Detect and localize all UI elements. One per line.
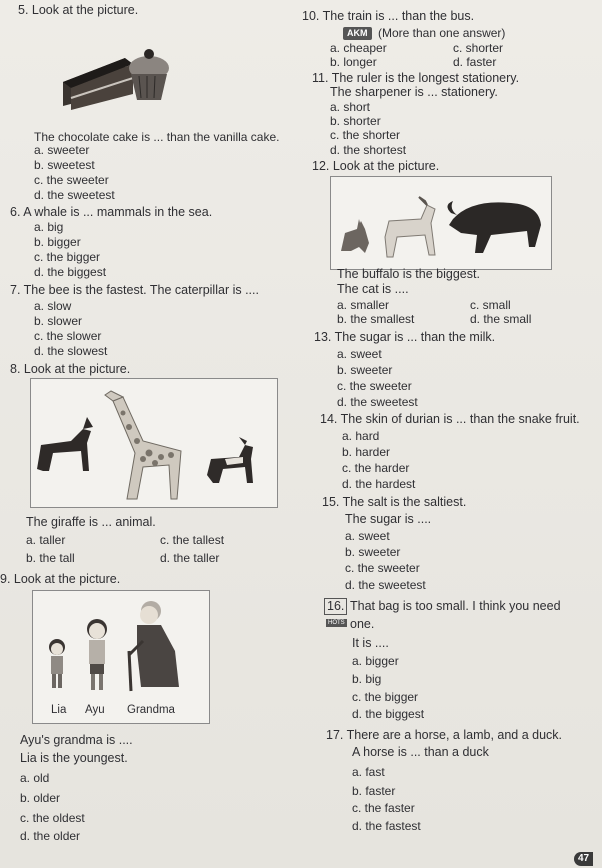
q16-statement: It is ....	[352, 636, 389, 650]
q12-question: The cat is ....	[337, 282, 409, 296]
q5-question: The chocolate cake is ... than the vanilla cake.	[34, 130, 280, 144]
q11-option-b[interactable]: b. shorter	[330, 114, 381, 128]
q13-question: 13. The sugar is ... than the milk.	[314, 330, 496, 344]
akm-badge: AKM	[343, 27, 372, 40]
q14-option-d[interactable]: d. the hardest	[342, 477, 416, 491]
giraffe-horse-goat-picture	[31, 379, 277, 507]
q12-option-c[interactable]: c. small	[470, 298, 511, 312]
q11-option-c[interactable]: c. the shorter	[330, 128, 401, 142]
q7-option-a[interactable]: a. slow	[34, 299, 72, 313]
q17-option-b[interactable]: b. faster	[352, 784, 396, 798]
q7-option-d[interactable]: d. the slowest	[34, 344, 108, 358]
q17-option-a[interactable]: a. fast	[352, 765, 385, 779]
q9-option-a[interactable]: a. old	[20, 771, 50, 785]
q6-option-b[interactable]: b. bigger	[34, 235, 81, 249]
q6-option-d[interactable]: d. the biggest	[34, 265, 107, 279]
q7-option-c[interactable]: c. the slower	[34, 329, 102, 343]
q12-option-d[interactable]: d. the small	[470, 312, 532, 326]
q8-option-b[interactable]: b. the tall	[26, 551, 75, 565]
q9-instruction: 9. Look at the picture.	[0, 572, 121, 586]
lia-ayu-grandma-picture	[33, 591, 209, 701]
q5-option-c[interactable]: c. the sweeter	[34, 173, 109, 187]
q16-option-a[interactable]: a. bigger	[352, 654, 399, 668]
q12-option-a[interactable]: a. smaller	[337, 298, 390, 312]
q11-question: 11. The ruler is the longest stationery.	[312, 71, 520, 85]
q7-option-b[interactable]: b. slower	[34, 314, 83, 328]
q10-option-c[interactable]: c. shorter	[453, 41, 504, 55]
animals-picture-frame	[30, 378, 278, 508]
q5-instruction: 5. Look at the picture.	[18, 3, 139, 17]
q15-statement: The sugar is ....	[345, 512, 432, 526]
q16-question-cont: one.	[350, 617, 375, 631]
q17-option-c[interactable]: c. the faster	[352, 801, 415, 815]
animals2-picture-frame	[330, 176, 552, 270]
q8-question: The giraffe is ... animal.	[26, 515, 156, 529]
q13-option-c[interactable]: c. the sweeter	[337, 379, 412, 393]
q16-number: 16.	[324, 598, 347, 615]
q9-question: Ayu's grandma is ....	[20, 733, 133, 747]
q14-option-a[interactable]: a. hard	[342, 429, 380, 443]
q13-option-a[interactable]: a. sweet	[337, 347, 382, 361]
q11-statement: The sharpener is ... stationery.	[330, 85, 498, 99]
q12-option-b[interactable]: b. the smallest	[337, 312, 415, 326]
q5-option-a[interactable]: a. sweeter	[34, 143, 90, 157]
q10-question: 10. The train is ... than the bus.	[302, 9, 475, 23]
q15-question: 15. The salt is the saltiest.	[322, 495, 467, 509]
q14-option-b[interactable]: b. harder	[342, 445, 391, 459]
q12-caption: The buffalo is the biggest.	[337, 267, 480, 281]
q13-option-d[interactable]: d. the sweetest	[337, 395, 418, 409]
q9-option-b[interactable]: b. older	[20, 791, 61, 805]
q15-option-b[interactable]: b. sweeter	[345, 545, 401, 559]
q8-instruction: 8. Look at the picture.	[10, 362, 131, 376]
q16-question: That bag is too small. I think you need	[350, 599, 561, 613]
q10-note: (More than one answer)	[378, 26, 506, 40]
q9-statement: Lia is the youngest.	[20, 751, 128, 765]
q5-option-b[interactable]: b. sweetest	[34, 158, 95, 172]
q14-question: 14. The skin of durian is ... than the snake fruit.	[320, 412, 580, 426]
q6-option-c[interactable]: c. the bigger	[34, 250, 101, 264]
q12-instruction: 12. Look at the picture.	[312, 159, 440, 173]
q13-option-b[interactable]: b. sweeter	[337, 363, 393, 377]
q17-option-d[interactable]: d. the fastest	[352, 819, 421, 833]
q9-option-c[interactable]: c. the oldest	[20, 811, 85, 825]
q5-option-d[interactable]: d. the sweetest	[34, 188, 115, 202]
q15-option-a[interactable]: a. sweet	[345, 529, 390, 543]
q16-option-b[interactable]: b. big	[352, 672, 382, 686]
q15-option-c[interactable]: c. the sweeter	[345, 561, 420, 575]
page-number: 47	[574, 852, 593, 866]
family-picture-frame	[32, 590, 210, 724]
hots-badge: HOTS	[328, 620, 345, 626]
ayu-label: Ayu	[85, 704, 105, 716]
q11-option-d[interactable]: d. the shortest	[330, 143, 407, 157]
q8-option-d[interactable]: d. the taller	[160, 551, 220, 565]
q16-option-d[interactable]: d. the biggest	[352, 707, 425, 721]
q17-question: 17. There are a horse, a lamb, and a duck.	[326, 728, 563, 742]
q8-option-a[interactable]: a. taller	[26, 533, 66, 547]
cat-goat-buffalo-picture	[331, 177, 551, 269]
q15-option-d[interactable]: d. the sweetest	[345, 578, 426, 592]
q17-statement: A horse is ... than a duck	[352, 745, 489, 759]
q11-option-a[interactable]: a. short	[330, 100, 371, 114]
q16-option-c[interactable]: c. the bigger	[352, 690, 419, 704]
q6-option-a[interactable]: a. big	[34, 220, 64, 234]
q6-question: 6. A whale is ... mammals in the sea.	[10, 205, 213, 219]
q9-option-d[interactable]: d. the older	[20, 829, 81, 843]
q14-option-c[interactable]: c. the harder	[342, 461, 410, 475]
q8-option-c[interactable]: c. the tallest	[160, 533, 225, 547]
q10-option-b[interactable]: b. longer	[330, 55, 377, 69]
lia-label: Lia	[51, 704, 67, 716]
q10-option-d[interactable]: d. faster	[453, 55, 497, 69]
grandma-label: Grandma	[127, 704, 175, 716]
q7-question: 7. The bee is the fastest. The caterpillar is ....	[10, 283, 259, 297]
cake-picture	[55, 30, 175, 110]
q10-option-a[interactable]: a. cheaper	[330, 41, 387, 55]
